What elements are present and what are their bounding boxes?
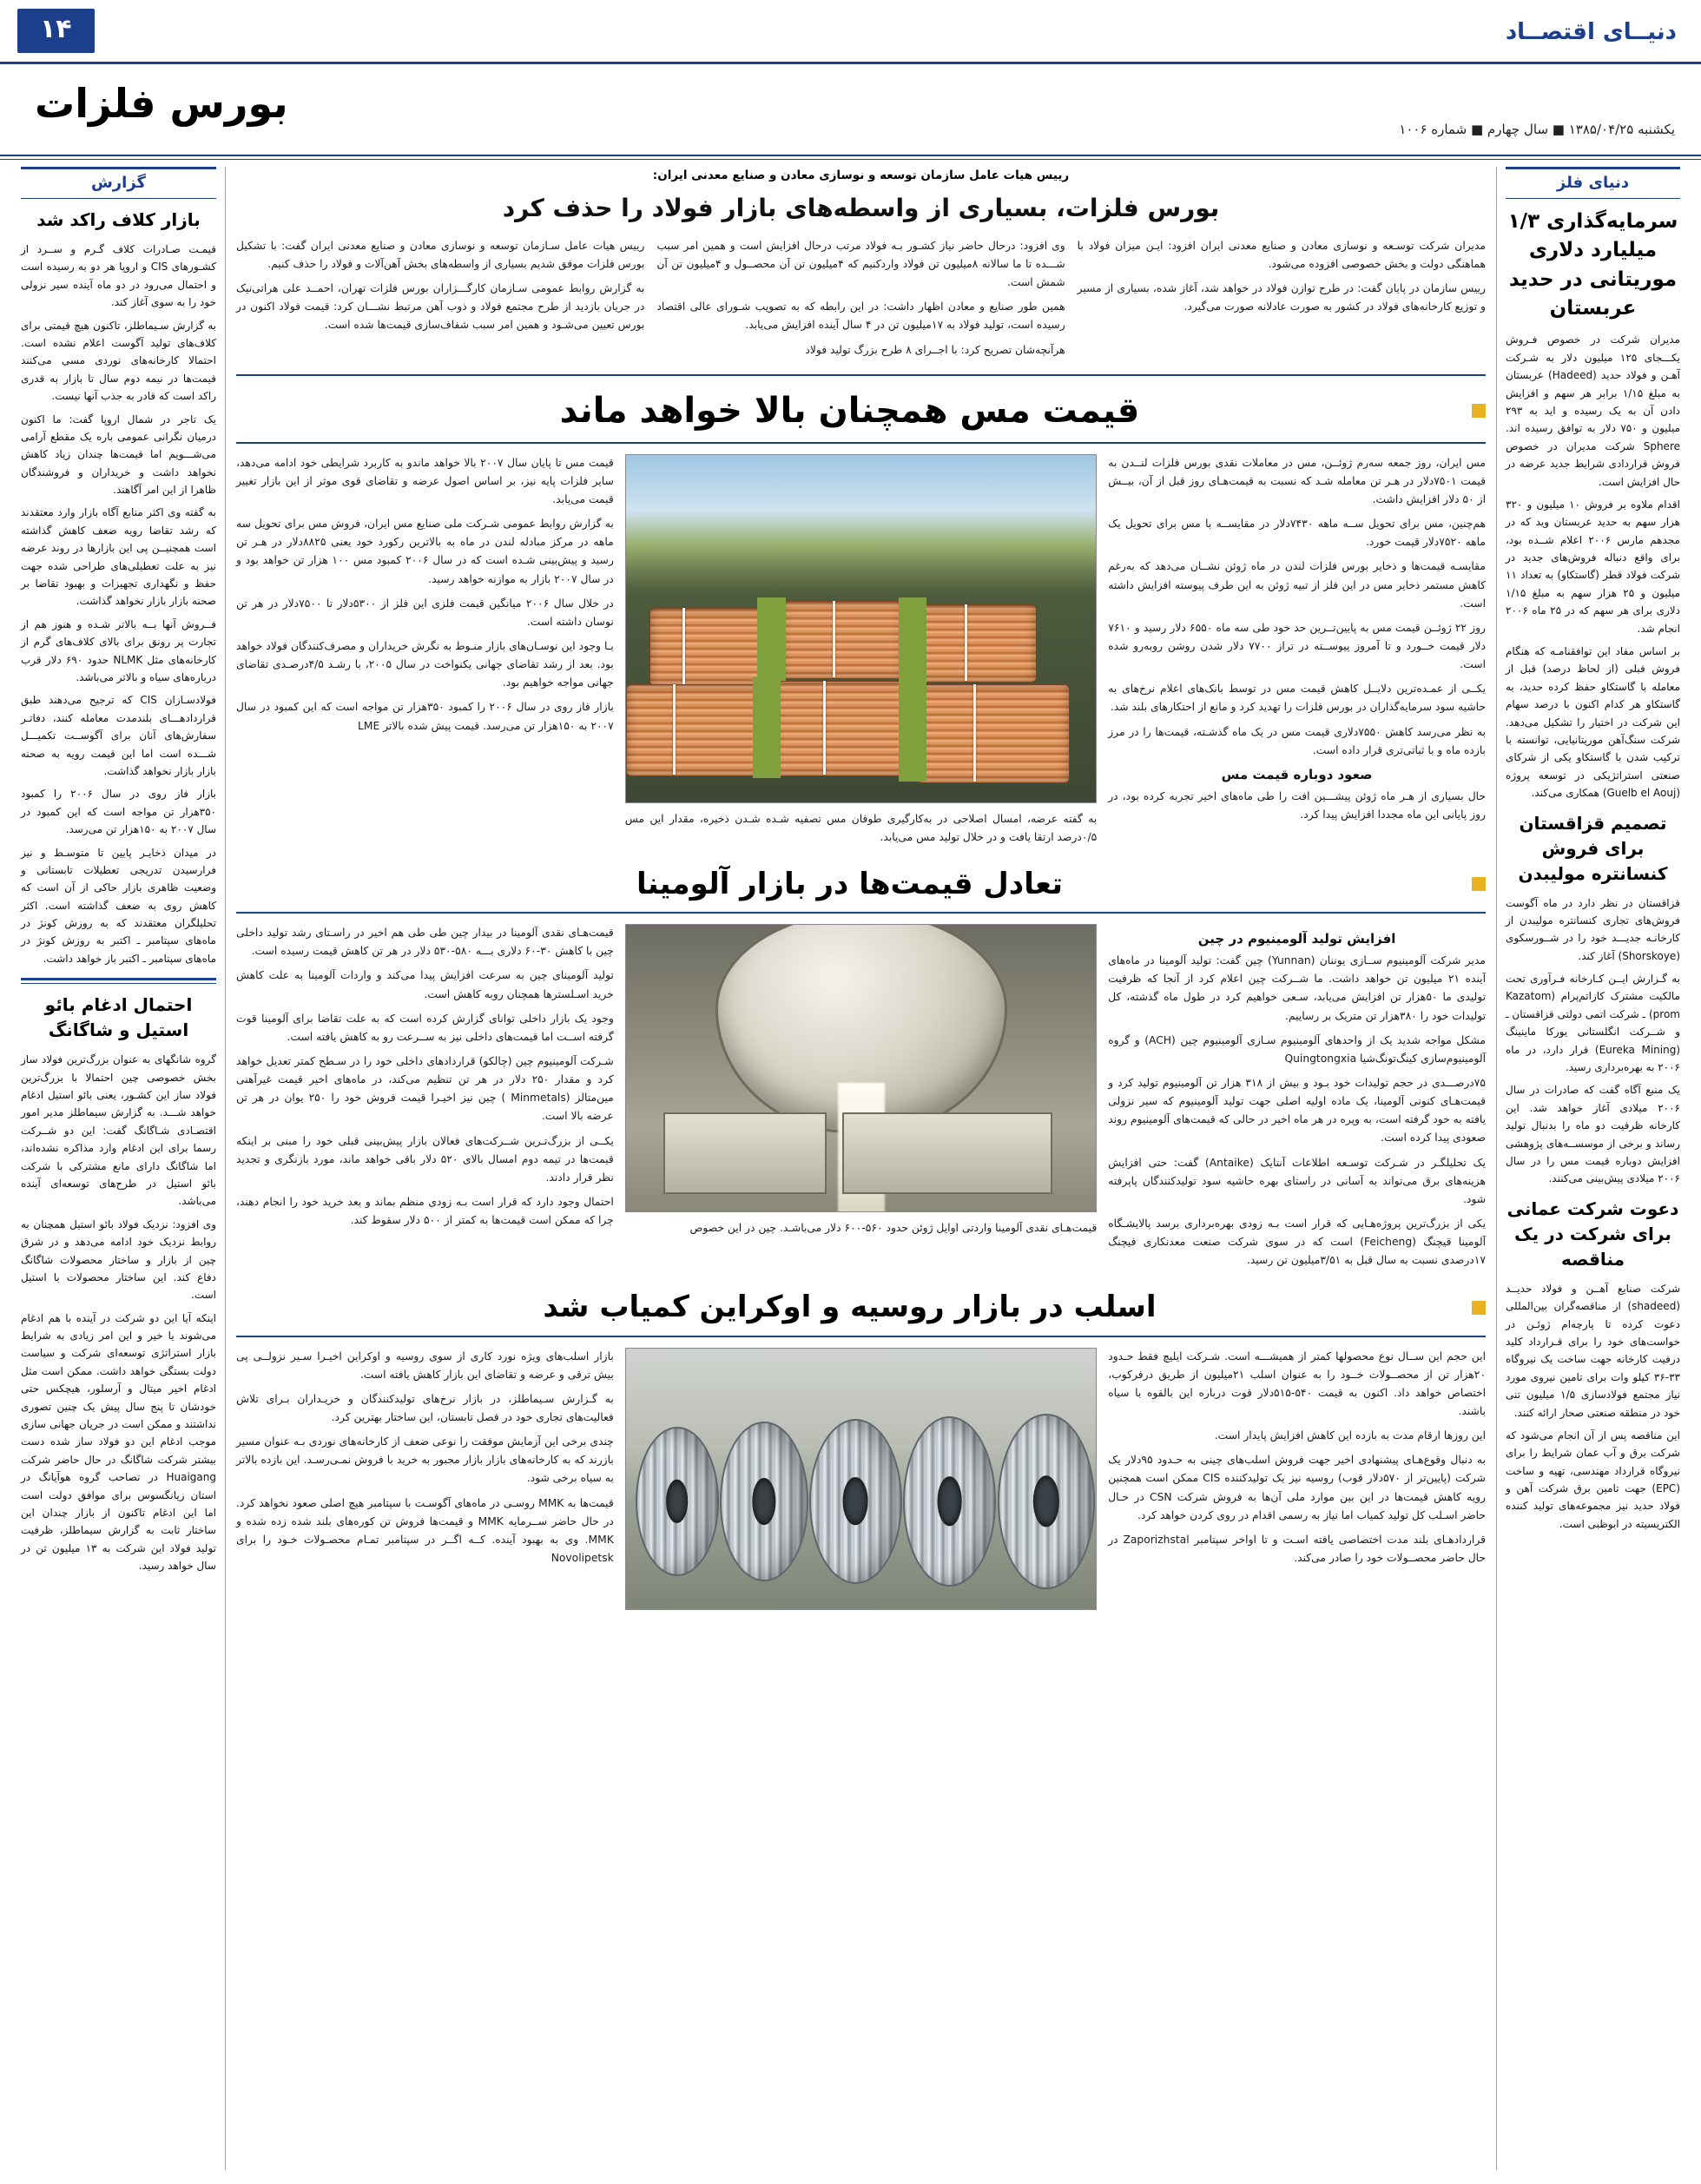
slab-l-p2: به گـزارش سـیماطلز، در بازار نرخ‌های تولیدکنندگان و خریـداران بـرای تلاش فعالیت‌های تجاری خود در فصل تابستان، این ساختار بهترین کرد. [236, 1392, 614, 1424]
sidebar-article-3-p2: این مناقصه پس از آن انجام می‌شود که شرکت برق و آب عمان شرایط را برای نیروگاه قرارداد مهندسی، تهیه و ساخت (EPC) جهت تامین برق شرکت آهن و فولاد حدید نیز مجموعه‌های تولید کننده الکتریسیته در ابوظبی است. [1506, 1429, 1680, 1530]
publication-logo: دنیــای اقتصــاد [1505, 19, 1677, 45]
sidebar-right [1496, 167, 1680, 2170]
report-2-p3: اینکه آیا این دو شرکت در آینده با هم ادغام می‌شوند یا خیر و این امر زیادی به شرایط بازار استراتژی توسعه‌ای شرکت و سیاست دولت بستگی خواهد داشت. ممکن است مثل ادغام اخیر میتال و آرسلور، هیچکس حتی خودشان تا پنج سال پیش یک چنین تصوری نداشتند و ممکن است در جریان جهانی سازی موجب ادغام این دو فولاد ساز شده دست بیشتر شرکت شاگانگ در حال حاضر شرکت Huaigang در تصاحب گروه هوآیانگ در استان زیانگسوس برای موافق دولت است اما این ادغام تاکنون از بازار چندان این ساختار ثابت به گزارش سیماطلز، ظرفیت تولید فولاد این شرکت به ۱۳ میلیون تن در سال خواهد رسید. [21, 1311, 216, 1573]
dateline: یکشنبه ۱۳۸۵/۰۴/۲۵ ■ سال چهارم ■ شماره ۱۰۰۶ [1399, 122, 1675, 137]
feature-article-copper [236, 388, 1486, 853]
report-2-p2: وی افزود: نزدیک فولاد بائو استیل همچنان به روابط نزدیک خود ادامه می‌دهد و در شرق چین از بازار و ساختار محصولات شاگانگ دفاع کند. این ساختار محصولات با استیل است. [21, 1217, 216, 1302]
feature-slab-photo-wrap [625, 1348, 1097, 1610]
slab-l-p4: قیمت‌ها به MMK روسـی در ماه‌های آگوسـت با سپتامبر هیچ اصلی صعود نخواهد کرد. در حال حاضر ســرمایه MMK و قیمت‌ها فروش تن کوره‌های بلند شده زده شده و MMK. وی به بهبود آینده. کــه اگــر در سپتامبر تمـام محصـولات خـود را برای Novolipetsk [236, 1496, 614, 1564]
feature-copper-col-right [1108, 454, 1486, 853]
lead-article [236, 167, 1486, 366]
copper-r-p2: هم‌چنین، مس برای تحویل ســه ماهه ۷۴۳۰دلار در مقایســه با مس برای تحویل یک ماهه ۷۵۲۰دلار قیمت خورد. [1108, 518, 1486, 549]
feature-alumina-photo-wrap [625, 924, 1097, 1276]
sidebar-article-2-title: تصمیم قزاقستان برای فروش کنسانتره مولیبدن [1518, 812, 1668, 884]
sidebar-article-1 [1506, 208, 1680, 802]
page-title: بورس فلزات [35, 80, 288, 127]
feature-alumina-divider [236, 912, 1486, 914]
lead-col-3-p1: رییس هیات عامل سـازمان توسعه و نوسازی معادن و صنایع معدنی ایران گفت: با تشکیل بورس فلزات موفق شدیم بسیاری از واسطه‌های بخش آهن‌آلات و فولاد را حذف کنیم. [236, 239, 645, 270]
page-number-badge: ۱۴ [17, 9, 95, 53]
lead-col-2-p1: وی افزود: درحال حاضر نیاز کشـور بـه فولاد مرتب درحال افزایش است و همین امر سبب شـــده تا ما سالانه ۸میلیون تن فولاد واردکنیم که ۴میلیون تن آن محصــول و ۴میلیون تن آن شمش است. [656, 239, 1065, 289]
sidebar-article-2-p1: قزاقستان در نظر دارد در ماه آگوست فروش‌های تجاری کنسانتره مولیبدن از کارخانـه جدیـــد خود را در شــورسکوی (Shorskoye) آغاز کند. [1506, 896, 1680, 962]
sidebar-right-header: دنیای فلز [1506, 167, 1680, 199]
feature-slab-col-left [236, 1348, 614, 1610]
alumina-r-p1: مدیر شرکت آلومینیوم ســازی یوننان (Yunnan) چین گفت: تولید آلومینا در ماه‌های آینده ۲۱ میلیون تن خواهد داشت. ما شــرکت چین اعلام کرد از آنجا که ظرفیت تولیدی ما ۵۰هزار تن افزایش می‌یابد، سـعی خواهیم کرد در طول ماه گذشته، کل تولیدات خود را ۳۸۰هزار تن متریک بر رساییم. [1108, 954, 1487, 1022]
sidebar-article-3-title: دعوت شرکت عمانی برای شرکت در یک مناقصه [1507, 1198, 1679, 1270]
sidebar-article-2-p3: یک منبع آگاه گفت که صادرات در سال ۲۰۰۶ میلادی آغاز خواهد شد. این کارخانه ظرفیت دو ماه را بدنبال تولید رساند و برخی از موسســه‌های پژوهشی افزایش دوباره قیمت مس را در سال ۲۰۰۶ میلادی پیش‌بینی می‌کنند. [1506, 1084, 1680, 1185]
alumina-ladle-photo [625, 924, 1097, 1212]
bullet-marker-icon [1472, 404, 1486, 418]
report-article-2-title: احتمال ادغام بائو استیل و شاگانگ [44, 994, 193, 1041]
lead-col-1-p2: رییس سازمان در پایان گفت: در طرح توازن فولاد در خواهد شد، آغاز شده، بسیاری از مسیر و توزیع کارخانه‌های فولاد در کشور به صورت عادلانه صورت می‌گیرد. [1077, 282, 1486, 313]
report-1-p2: به گزارش سـیماطلز، تاکنون هیچ قیمتی برای کلاف‌های تولید آگوست اعلام نشده است. احتمالا کارخانه‌های نوردی مسی می‌کنند قیمت‌ها در نیمه دوم سال تا بازار به قدری راکد است که قادر به جذب آنها نیست. [21, 319, 216, 403]
sidebar-left-divider [21, 978, 216, 984]
slab-r-p2: این روزها ارقام مدت به بازده این کاهش افزایش پایدار است. [1214, 1429, 1486, 1442]
alumina-photo-side-p: قیمت‌هـای نقدی آلومینا واردتی اوایل ژوئن حدود ۵۶۰-۶۰۰ دلار می‌باشـد. چین در این خصوص [689, 1222, 1098, 1235]
alumina-r-p4: یک تحلیلگـر در شـرکت توسـعه اطلاعات آنتایک (Antaike) گفت: حتی افزایش هزینه‌های برق می‌تواند به آسانی در راستای بهره حاشیه سود تولیدکنندگان پاپرفته شود. [1108, 1156, 1486, 1205]
sidebar-left-header: گزارش [21, 167, 216, 199]
copper-l-p4: بـا وجود این نوسـان‌های بازار منـوط به نگرش خریداران و مصرف‌کنندگان فولاد خواهد بود. بعد از رشد تقاضای جهانی یکنواخت در سال ۲۰۰۵، با رشـد ۴/۵درصـدی تقاضای جهانی مواجه خواهیم بود. [236, 639, 614, 690]
lead-headline: بورس فلزات، بسیاری از واسطه‌های بازار فولاد را حذف کرد [502, 194, 1220, 223]
sidebar-left [21, 167, 226, 2170]
lead-col-2-p3: هرآنچه‌شان تصریح کرد: با اجــرای ۸ طرح بزرگ تولید فولاد [805, 343, 1065, 356]
copper-r-p5: یکــی از عمـده‌ترین دلایــل کاهش قیمت مس در توسط بانک‌های اعلام نرخ‌های به حاشیه سود سرمایه‌گذاران در بورس فلزات را تهدید کرد و مانع از احتکارهای بلند شد. [1108, 683, 1486, 714]
masthead-divider-secondary [0, 159, 1701, 160]
feature-alumina-header [236, 865, 1486, 903]
alumina-r-p5: یکی از بزرگ‌ترین پروژه‌هـایی که قرار است بـه زودی بهره‌برداری برسد پالایشـگاه آلومینا قیچنگ (Feicheng) است که در سوی شرکت صنعت معدنکاری فیچنگ ۱۷درصدی نسبت به سال قبل به ۳/۵۱میلیون تن رسید. [1108, 1217, 1486, 1267]
copper-coils-photo [625, 454, 1097, 803]
alumina-l-p5: یکــی از بزرگ‌تـرین شــرکت‌های فعالان بازار پیش‌بینی قبلی خود را مبنی بر اینکه قیمت‌ها در تیمه دوم امسال بالای ۵۲۰ دلار باقی خواهد ماند، مورد بازنگری و تجدید نظر قرار دادند. [236, 1134, 614, 1184]
sidebar-article-1-title: سرمایه‌گذاری ۱/۳ میلیارد دلاری موریتانی در حدید عربستان [1507, 210, 1678, 320]
main-content [226, 167, 1496, 2170]
feature-slab-col-right [1108, 1348, 1486, 1610]
sidebar-article-1-p3: بر اساس مفاد این توافقنامـه که هنگام فروش قبلی (از لحاظ درصد) قبل از معامله با گاستکاو حفظ کرده حدید، به گاستکاو هر کدام اکنون با درصد سهام این شرکت در اختیار را تشکیل می‌دهد. شرکت سنگ‌آهن موریتانیایی، توانسته با ترکیب شدن با گاستکاو یکی از شرکای صنعتی استراتژیکی در توسعه پروژه (Guelb el Aouj) همکاری می‌کند. [1506, 645, 1680, 800]
masthead [0, 0, 1701, 64]
lead-col-3-p2: به گزارش روابط عمومی سـازمان کارگـــزاران بورس فلزات تهران، احمــد علی هراتی‌نیک در جریان بازدید از طرح مجتمع فولاد و ذوب آهن مرتبط نشـــان کرد: قیمت فولاد اکنون در بورس تعیین می‌شـود و همین امر سبب شفاف‌سازی قیمت‌ها شده است. [236, 282, 645, 332]
report-1-p6: فولادسـازان CIS که ترجیح می‌دهند طبق قراردادهـــای بلندمدت معامله کنند، دفاتـر سفارش‌های آنان برای آگوســت تکمیـــل شـــده است اما این قیمت رویه به صحنه بازار بازار نخواهد گذاشت. [21, 694, 216, 777]
masthead-divider [0, 155, 1701, 156]
feature-alumina-col-right [1108, 924, 1486, 1276]
report-1-p4: به گفته وی اکثر منابع آگاه بازار وارد معتقدند که رشد تقاضا رویه ضعف کاهش گذاشته است همچنیــن پی این بازارها در روند عرضه نیز به علت تعطیلی‌های طراحی شده جهت حفظ و نگهداری تجهیزات و بهبود تقاضا بر صحنه بازار بازار نخواهد گذاشت. [21, 506, 216, 608]
alumina-l-p3: وجود یک بازار داخلی توانای گزارش کرده است که به علت تقاضا برای آلومینا قوت گرفته اســت اما قیمت‌های داخلی نیز به ســرعت رو به کاهش یافته است. [236, 1012, 614, 1043]
alumina-r-p2: مشکل مواجه شدید یک از واحدهای آلومینیوم سـازی آلومینیوم چین (ACH) و گروه آلومینیوم‌سازی کینگ‌تونگ‌شیا Quingtongxia [1108, 1033, 1487, 1065]
feature-article-slab [236, 1288, 1486, 1609]
feature-slab-header [236, 1288, 1486, 1326]
slab-r-p1: این حجم این ســال نوع محصولها کمتر از همیشـــه است. شـرکت ایلیچ فقط حـدود ۲۰هزار تن از محصــولات خــود را به عنوان اسلب ۲۱میلیون از طریق درفرکوب، اختصاص خواهد داد. اکنون به قیمت ۵۴۰-۵۱۵دلار قوت درباره این بالقوه با سیاه باشند. [1108, 1349, 1487, 1418]
copper-r-p1: مس ایران، روز جمعه سه‌رم ژوئــن، مس در معاملات نقدی بورس فلزات لنــدن به قیمت ۷۵۰۱دلار در هـر تن معامله شـد که نسبت به قیمت‌هـای روز قبل از آن، بیــش از ۵۰ دلار افزایش داشت. [1108, 456, 1486, 505]
sidebar-article-1-p1: مدیران شرکت در خصوص فـروش یکـــجای ۱۲۵ میلیون دلار به شـرکت آهـن و فولاد حدید (Hadeed) عربستان به مبلغ ۱/۱۵ برابر هر سهم و افزایش دادن آن به یک رسیده و اید به ۲۹۳ میلیون و ۷۵۰ دلار به توافق رسیده اند. Sphere شرکت مدیران در خصوص فروش قراردادی شرایط جدید عرضه در حال افزایش است. [1506, 333, 1681, 488]
feature-slab-divider [236, 1336, 1486, 1337]
feature-alumina-col-left [236, 924, 614, 1276]
sidebar-article-2 [1506, 811, 1680, 1188]
feature-alumina-title: تعادل قیمت‌ها در بازار آلومینا [636, 866, 1063, 901]
report-article-1 [21, 208, 216, 967]
lead-col-3 [236, 237, 644, 366]
report-1-p1: قیمـت صـادرات کلاف گـرم و ســرد از کشـورهای CIS و اروپا هر دو به رسیده است و احتمال می‌رود در دو ماه آینده سیر نزولی خود را به سوی آغاز کند. [21, 243, 216, 309]
slab-l-p1: بازار اسلب‌های ویژه نورد کاری از سوی روسیه و اوکراین اخیـرا سـیر نزولــی پی بیش ترقی و عرضه و تقاضای این بازار کاهش یافته است. [236, 1349, 614, 1381]
report-article-2 [21, 993, 216, 1574]
alumina-r-p3: ۷۵درصـــدی در حجم تولیدات خود بـود و بیش از ۳۱۸ هزار تن آلومینیوم تولید کرد و قیمت‌هـای کنونی آلومینا، یک ماده اولیه اصلی جهت تولید آلومینیوم که سیر نزولی یافته به خود گرفته است، به وپره در هر ماه اخیر در حالی که قیمت‌های آلومینیوم روند صعودی پیدا کرده است. [1108, 1077, 1486, 1145]
copper-l-p3: در خلال سال ۲۰۰۶ میانگین قیمت فلزی این فلز از ۵۳۰۰دلار تا ۷۵۰۰دلار در هر تن نوسان داشته است. [236, 597, 614, 628]
feature-copper-divider [236, 442, 1486, 444]
copper-r-p4: روز ۲۲ ژوئــن قیمت مس به پایین‌تــرین حد خود طی سه ماه ۶۵۵۰ دلار رسید و ۷۶۱۰ دلار قیمت خــورد و تا آمروز پیوســته در تراز ۷۷۰۰ دلار شدن روشن روبه‌رو شده است. [1108, 621, 1486, 671]
copper-r-p7: حال بسیاری از هـر ماه ژوئن پیشـــین افت را طی ماه‌های اخیر تجربه کرده بود، در روز پایانی این ماه مجددا افزایش پیدا کرد. [1108, 789, 1486, 821]
alumina-l-p1: قیمت‌هـای نقدی آلومینا در بیدار چین طی طی هم اخیر در راسـتای رشد تولید داخلی چین با کاهش ۳۰-۶۰ دلاری بـــه ۵۸۰-۵۳۰ دلار در هر تن کاهش قیمت رسیده است. [236, 927, 614, 958]
report-article-1-title: بازار کلاف راکد شد [36, 209, 201, 230]
feature-copper-title: قیمت مس همچنان بالا خواهد ماند [559, 390, 1140, 431]
bullet-marker-icon [1472, 877, 1486, 891]
report-1-p8: در میدان ذخایـر پایین تا متوسـط و نیز فرارسیدن تدریجی تعطیلات تابستانی و وضعیت ظاهری بازار حاکی از آن است که کاهش روی به ضعف گذاشته است. اکثر تحلیلگران معتقدند که به روزش کونژ در ماه‌های سپتامبر ـ اکتبر به روزش کونژ در ماه‌های سپتامبر ـ اکتبر باز خواهد داشت. [21, 846, 216, 965]
bullet-marker-icon [1472, 1301, 1486, 1315]
feature-slab-title: اسلب در بازار روسیه و اوکراین کمیاب شد [543, 1290, 1157, 1325]
copper-r-p3: مقایسـه قیمت‌ها و ذخایر بورس فلزات لندن در ماه ژوئن نشــان می‌دهد که به‌رغم کاهش مستمر ذخایر مس در این فلز از تبیه ژوئن به این طرف پیوسته افزایش داشته است. [1108, 560, 1486, 610]
copper-l-p5: بازار فاز روی در سال ۲۰۰۶ را کمبود ۳۵۰هزار تن مواجه است که این کمبود در سال ۲۰۰۷ به ۱۵۰هزار تن می‌رسد. قیمت پیش شده بالاتر LME [236, 701, 614, 732]
feature-alumina-body [236, 924, 1486, 1276]
alumina-subhead: افزایش تولید آلومینیوم در چین [1197, 931, 1396, 947]
copper-photo-side-p1: به گفته عرضه، امسال اصلاحی در به‌کارگیری طوفان مس تصفیه شـده شـدن ذخیره، مقدار این مس ۰/۵درصد ارتقا یافت و در خلال تولید مس می‌یابد. [624, 812, 1098, 843]
feature-slab-body [236, 1348, 1486, 1610]
copper-l-p2: به گزارش روابط عمومی شـرکت ملی صنایع مس ایران، فروش مس برای تحویل سه ماهه در مرکز مبادله لندن در ماه به بالاترین رکورد خود یعنی ۸۸۲۵دلار در هـر تن رسید و پیش‌بینی شـده است که در سال ۲۰۰۶ کمبود مس ۱۰۰ هزار تن خواهد بود و در سال ۲۰۰۷ بازار به موازنه خواهد رسید. [236, 518, 614, 585]
feature-copper-header [236, 388, 1486, 433]
lead-col-1 [1078, 237, 1486, 366]
feature-copper-body [236, 454, 1486, 853]
lead-columns [236, 237, 1486, 366]
lead-kicker: رییس هیات عامل سازمان توسعه و نوسازی معادن و صنایع معدنی ایران: [652, 168, 1070, 182]
lead-divider [236, 374, 1486, 376]
alumina-l-p4: شـرکت آلومینیوم چین (چالکو) قراردادهای داخلی خود را در سـطح کمتر تعدیل خواهد کرد و مقدار ۲۵۰ دلار در هر تن تنظیم می‌کند، در ماه‌های اخیر قیمت غیرآهنی مین‌متالز (Minmetals ) چین نیز اخیـرا قیمت فروش خود را ۲۵۰ یوان در هر تن عرضه بالا است. [236, 1055, 614, 1123]
lead-col-2 [656, 237, 1065, 366]
report-1-p7: بازار فاز روی در سال ۲۰۰۶ را کمبود ۳۵۰هزار تن مواجه است که این کمبود در سال ۲۰۰۷ به ۱۵۰هزار تن می‌رسد. [21, 788, 216, 836]
slab-r-p3: به دنبال وقوع‌هـای پیشنهادی اخیر جهت فروش اسلب‌های چینی به حـدود ۹۵دلار یک شرکت (پایین‌تر از ۵۷۰دلار قوب) روسیه نیز یک تولیدکننده CIS ممکن است همچنین رویه کاهش قیمت‌ها در این بین موارد ملی آن‌ها به فروش شرکت CSN در حـال حاضر اسـلب کل تولید کمیاب اما نیاز به رسمی اقدام در روی کردن خواهد کرد. [1108, 1454, 1486, 1521]
sidebar-article-1-p2: اقدام ملاوه بر فروش ۱۰ میلیون و ۳۲۰ هزار سهم به حدید عربستان وید که در مجدهم مارس ۲۰۰۶ اعلام شــده بود، برای واقع دنباله فروش‌های جدید در شرکت فولاد قطر (گاستکاو) به تعداد ۱۱ میلیون و ۲۵ هزار سهم به مبلغ ۱/۱۵ دلاری برای هر سهم که در ۲۵ ماه ۲۰۰۶ انجام شد. [1506, 498, 1680, 635]
sidebar-article-3 [1506, 1197, 1680, 1533]
page-body [21, 167, 1680, 2170]
feature-copper-col-left [236, 454, 614, 853]
report-2-p1: گروه شانگهای به عنوان بزرگ‌ترین فولاد ساز بخش خصوصی چین احتمالا با بزرگ‌ترین فولاد ساز این کشـور، یعنی بائو استیل ادغام خواهد شـــد. به گزارش سیماطلز مدیر امور اقتصـادی شـاگانگ گفت: این دو شــرکت رسما برای این ادغام وارد مذاکره نشده‌اند، اما شاگانگ دارای مانع مشترکی با شرکت بائو استیل در طرح‌های توسعه‌ای آینده می‌باشد. [21, 1053, 216, 1208]
copper-l-p1: قیمت مس تا پایان سال ۲۰۰۷ بالا خواهد ماندو به کاربرد شرایطی خود ادامه می‌دهد، سایر فلزات پایه نیز، بر اساس اصول عرضه و تقاضای قوی موثر از این بازار تغییر قیمت می‌یابد. [236, 456, 614, 505]
sidebar-article-2-p2: به گـزارش ایــن کـارخانه فـرآوری تحت مالکیت مشترک کازاتم‌پرام (Kazatom prom) ـ شرکت اتمی دولتی قزاقستان ـ و شــرکت انگلستانی یورکا ماینینگ (Eureka Mining) قرار دارد، در ماه ۲۰۰۶ به بهره‌برداری رسید. [1506, 973, 1680, 1074]
copper-r-p6: به نظر می‌رسد کاهش ۷۵۵۰دلاری قیمت مس در یک ماه گذشـته، قیمت‌ها را در مرز بازده ماه و با ثباتی‌تری قرار داده است. [1108, 725, 1486, 756]
lead-col-1-p1: مدیران شرکت توسـعه و نوسازی معادن و صنایع معدنی ایران افزود: ایـن میزان فولاد با هماهنگی دولت و بخش خصوصی افزوده می‌شود. [1077, 239, 1486, 270]
sidebar-article-3-p1: شرکت صنایع آهــن و فولاد حدیــد (shadeed) از مناقصه‌گران بین‌المللی دعوت کرده تا پارچه‌ام ژوئـن در خواست‌های خود را برای قـرارداد کلید درفیت کارخانه جهت ساخت یک نیروگاه ۳۳-۳۶ کیلو وات برای تامین نیروی مورد نیاز مجتمع فولادسازی ۱/۵ میلیون تنی خود در منطقه صنعتی صحار ارائه کنند. [1506, 1282, 1680, 1419]
lead-col-2-p2: همین طور صنایع و معادن اظهار داشت: در این رابطه که به تصویب شـورای عالی اقتصاد رسیده است، تولید فولاد به ۱۷میلیون تن در ۴ سال آینده افزایش می‌یابد. [656, 300, 1065, 332]
steel-coils-photo [625, 1348, 1097, 1610]
slab-l-p3: چندی برخی این آزمایش موفقت را نوعی ضعف از کارخانه‌های نوردی بـه عنوان مسیر بازرند که به کارخانه‌های بازار بازار مجبور به خرید با فروش نمـی‌رسـد. این بازده بالاتر به سیاه برخی شود. [236, 1435, 614, 1485]
alumina-l-p6: احتمال وجود دارد که قرار است بـه زودی منظم بماند و بعد خرید خود را انجام دهند، چرا که ممکن است قیمت‌ها به کمتر از ۵۰۰ دلار سقوط کند. [236, 1195, 614, 1227]
report-1-p5: فــروش آنها بــه بالاتر شـده و هنوز هم از تجارت پر رونق برای بالای کلاف‌های گرم از کارخانه‌های مثل NLMK حدود ۶۹۰ دلار قرب درباره‌های سیاه و بالاتر می‌باشد. [21, 617, 217, 683]
slab-r-p4: قراردادهـای بلند مدت اختصاصی یافته اسـت و تا اواخر سپتامبر Zaporizhstal در حال حاضر محصــولات خود را صادر می‌کند. [1108, 1533, 1486, 1564]
copper-subhead: صعود دوباره قیمت مس [1221, 766, 1373, 782]
feature-copper-photo-wrap [625, 454, 1097, 853]
report-1-p3: یک تاجر در شمال اروپا گفت: ما اکنون درمیان نگرانی عمومی باره یک مقطع آرامی می‌شـــویم اما قیمت‌ها چندان زیاد کاهش نخواهد داشت و خریداران و فروشندگان ظاهرا از این امر آگاهند. [21, 412, 216, 497]
alumina-l-p2: تولید آلومینای چین به سرعت افزایش پیدا می‌کند و واردات آلومینا به علت کاهش خرید اسـلسترها همچنان روبه کاهش است. [236, 969, 614, 1000]
feature-article-alumina [236, 865, 1486, 1276]
